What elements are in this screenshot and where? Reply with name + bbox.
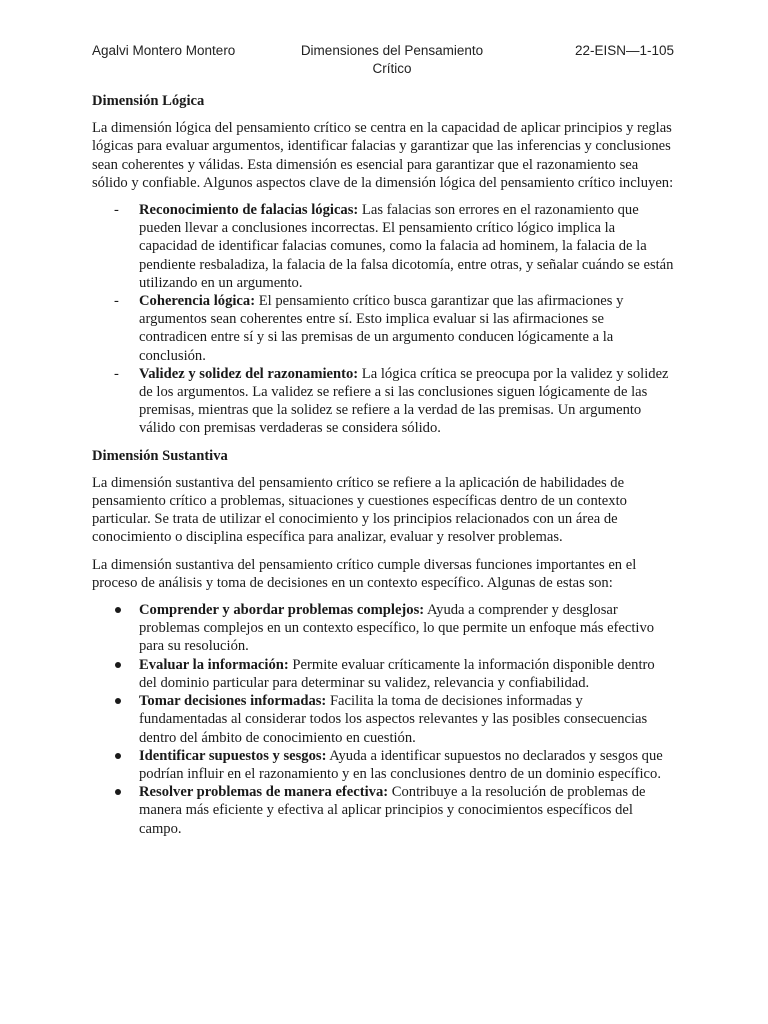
substantive-paragraph-2: La dimensión sustantiva del pensamiento crítico cumple diversas funciones importantes en el proceso de análisis y toma de decisiones en un contexto específico. Algunas de estas son: — [92, 556, 637, 591]
section-heading-substantive: Dimensión Sustantiva — [92, 447, 228, 464]
header-author: Agalvi Montero Montero — [92, 43, 236, 58]
section-heading-logical: Dimensión Lógica — [92, 93, 205, 109]
dash-marker: - — [114, 365, 119, 382]
list-item-text: Ayuda a identificar supuestos no declarados y sesgos que podrían influir en el razonamiento y en las conclusiones dentro de un dominio específico. — [139, 747, 663, 782]
page-body — [92, 92, 674, 847]
list-item-term: Evaluar la información: — [139, 656, 289, 673]
list-item-term: Validez y solidez del razonamiento: — [139, 365, 359, 382]
list-item — [92, 656, 674, 692]
list-item — [92, 692, 674, 747]
list-item-term: Reconocimiento de falacias lógicas: — [139, 202, 359, 219]
header-code: 22-EISN—1-105 — [574, 43, 674, 58]
dash-marker: - — [114, 293, 119, 310]
dash-marker: - — [114, 202, 119, 219]
logical-aspects-list — [92, 201, 674, 438]
list-item-text: Las falacias son errores en el razonamiento que pueden llevar a conclusiones incorrectas. El pensamiento crítico lógico implica la capacidad de identificar falacias comunes, como la falacia ad hominem, la falacia de la pendiente resbaladiza, la falacia de la falsa dicotomía, entre otras, y señalar cuándo se están utilizando en un argumento. — [139, 202, 674, 291]
list-item-term: Comprender y abordar problemas complejos: — [139, 602, 425, 619]
substantive-functions-list — [92, 601, 674, 838]
list-item-term: Resolver problemas de manera efectiva: — [139, 784, 389, 801]
header-title: Dimensiones del Pensamiento Crítico — [300, 43, 484, 76]
list-item-text: Ayuda a comprender y desglosar problemas complejos en un contexto específico, lo que permite un enfoque más efectivo para su resolución. — [139, 602, 655, 655]
list-item-term: Identificar supuestos y sesgos: — [139, 747, 327, 764]
list-item — [92, 292, 674, 365]
logical-intro-paragraph: La dimensión lógica del pensamiento crítico se centra en la capacidad de aplicar principios y reglas lógicas para evaluar argumentos, identificar falacias y garantizar que las inferencias y conclusiones sean coherentes y válidas. Esta dimensión es esencial para garantizar que el razonamiento sea sólido y confiable. Algunos aspectos clave de la dimensión lógica del pensamiento crítico incluyen: — [92, 120, 674, 191]
list-item — [92, 601, 674, 656]
list-item — [92, 783, 674, 838]
list-item — [92, 747, 674, 783]
page-header — [92, 42, 674, 82]
list-item-text: Contribuye a la resolución de problemas de manera más eficiente y efectiva al aplicar principios y conocimientos específicos del campo. — [139, 784, 646, 837]
list-item-term: Coherencia lógica: — [139, 293, 256, 310]
list-item-text: Facilita la toma de decisiones informadas y fundamentadas al considerar todos los aspectos relevantes y las posibles consecuencias dentro del ámbito de conocimiento en cuestión. — [139, 693, 648, 746]
list-item — [92, 201, 674, 292]
list-item-text: La lógica crítica se preocupa por la validez y solidez de los argumentos. La validez se refiere a si las conclusiones siguen lógicamente de las premisas, mientras que la solidez se refiere a la verdad de las premisas. Un argumento válido con premisas verdaderas se considera sólido. — [139, 365, 669, 437]
list-item-text: Permite evaluar críticamente la información disponible dentro del dominio particular para determinar su validez, relevancia y confiabilidad. — [139, 656, 655, 691]
list-item-term: Tomar decisiones informadas: — [139, 693, 327, 710]
substantive-paragraph-1: La dimensión sustantiva del pensamiento crítico se refiere a la aplicación de habilidades de pensamiento crítico a problemas, situaciones y cuestiones específicas dentro de un contexto particular. Se trata de utilizar el conocimiento y los principios relacionados con un área de conocimiento o disciplina específica para analizar, evaluar y resolver problemas. — [92, 474, 627, 546]
list-item — [92, 365, 674, 438]
list-item-text: El pensamiento crítico busca garantizar que las afirmaciones y argumentos sean coherentes entre sí. Esto implica evaluar si las afirmaciones se contradicen entre sí y si las premisas de un argumento conducen lógicamente a la conclusión. — [139, 293, 624, 364]
